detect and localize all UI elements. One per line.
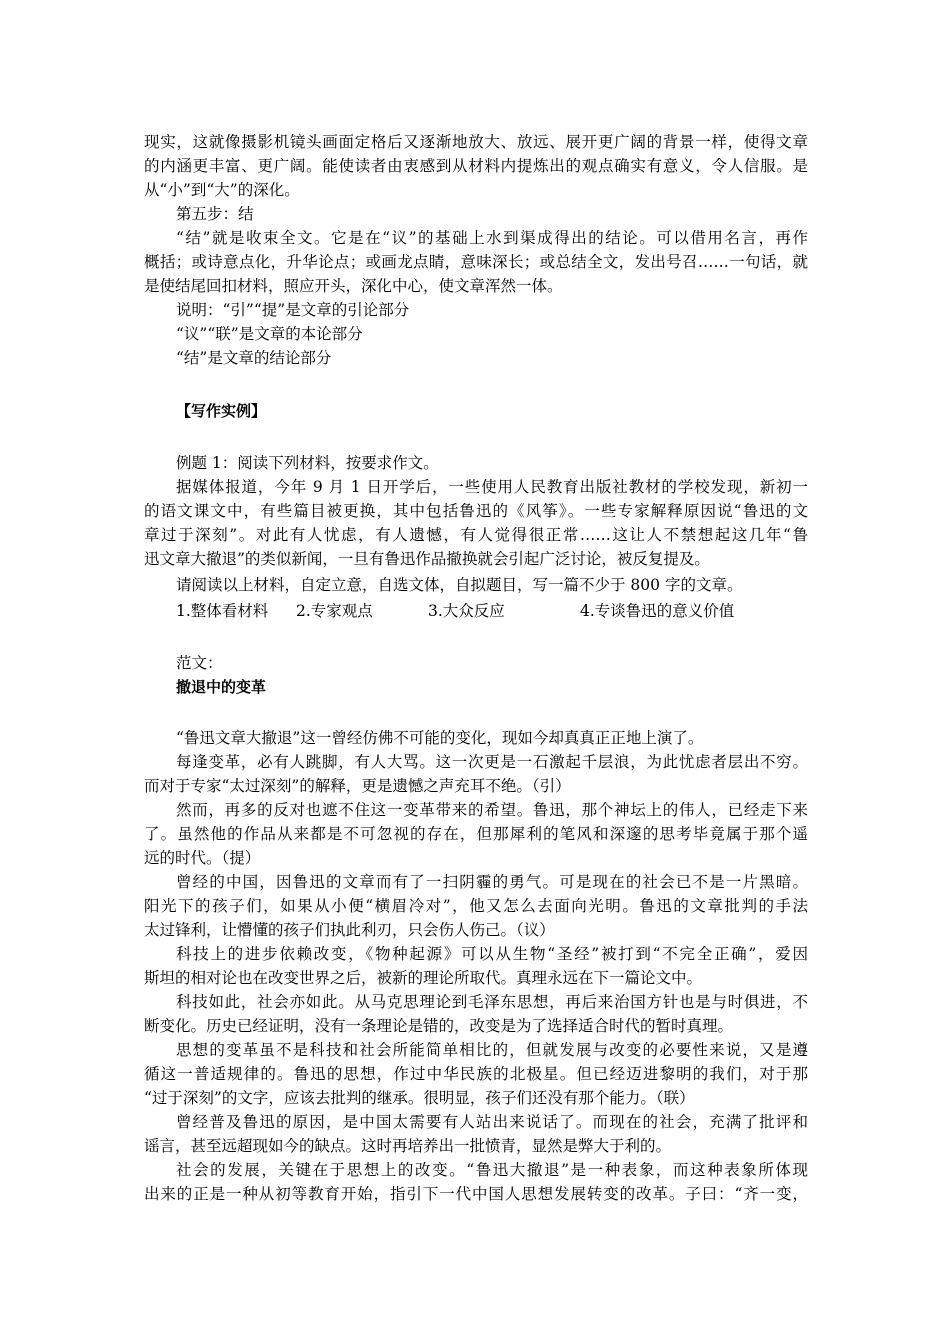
essay-title: 撤退中的变革 bbox=[176, 678, 267, 696]
essay-line: 曾经普及鲁迅的原因，是中国太需要有人站出来说话了。而现在的社会，充满了批评和 bbox=[176, 1113, 808, 1131]
essay-line: “鲁迅文章大撤退”这一曾经仿佛不可能的变化，现如今却真真正正地上演了。 bbox=[176, 729, 704, 747]
essay-line: 社会的发展，关键在于思想上的改变。“鲁迅大撤退”是一种表象，而这种表象所体现 bbox=[176, 1161, 808, 1179]
essay-line: 远的时代。（提） bbox=[144, 849, 261, 867]
note-line: “议”“联”是文章的本论部分 bbox=[176, 325, 363, 343]
text-line: 迅文章大撤退”的类似新闻，一旦有鲁迅作品撤换就会引起广泛讨论，被反复提及。 bbox=[144, 550, 710, 568]
essay-line: 谣言，甚至远超现如今的缺点。这时再培养出一批愤青，显然是弊大于利的。 bbox=[144, 1137, 672, 1155]
essay-line: 阳光下的孩子们，如果从小便“横眉冷对”，他又怎么去面向光明。鲁迅的文章批判的手法 bbox=[144, 897, 808, 915]
requirement: 请阅读以上材料，自定立意，自选文体，自拟题目，写一篇不少于 800 字的文章。 bbox=[176, 576, 743, 594]
essay-line: 然而，再多的反对也遮不住这一变革带来的希望。鲁迅，那个神坛上的伟人，已经走下来 bbox=[176, 801, 808, 819]
option-3: 3.大众反应 bbox=[428, 602, 505, 620]
essay-line: 科技如此，社会亦如此。从马克思理论到毛泽东思想，再后来治国方针也是与时俱进，不 bbox=[176, 993, 808, 1011]
step-heading: 第五步：结 bbox=[176, 205, 254, 223]
essay-line: 而对于专家“太过深刻”的解释，更是遗憾之声充耳不绝。（引） bbox=[144, 777, 571, 795]
essay-line: 了。虽然他的作品从来都是不可忽视的存在，但那犀利的笔风和深邃的思考毕竟属于那个遥 bbox=[144, 825, 808, 843]
text-line: 从“小”到“大”的深化。 bbox=[144, 181, 300, 199]
essay-line: 曾经的中国，因鲁迅的文章而有了一扫阴霾的勇气。可是现在的社会已不是一片黑暗。 bbox=[176, 873, 808, 891]
essay-line: 断变化。历史已经证明，没有一条理论是错的，改变是为了选择适合时代的暂时真理。 bbox=[144, 1017, 734, 1035]
essay-line: 斯坦的相对论也在改变世界之后，被新的理论所取代。真理永远在下一篇论文中。 bbox=[144, 969, 703, 987]
note-line: 说明：“引”“提”是文章的引论部分 bbox=[176, 301, 410, 319]
text-line: 据媒体报道，今年 9 月 1 日开学后，一些使用人民教育出版社教材的学校发现，新初一 bbox=[176, 478, 808, 496]
essay-line: 科技上的进步依赖改变，《物种起源》可以从生物“圣经”被打到“不完全正确”，爱因 bbox=[176, 945, 808, 963]
text-line: 的语文课文中，有些篇目被更换，其中包括鲁迅的《风筝》。一些专家解释原因说“鲁迅的文 bbox=[144, 502, 808, 520]
essay-line: “过于深刻”的文字，应该去批判的继承。很明显，孩子们还没有那个能力。（联） bbox=[144, 1089, 695, 1107]
essay-line: 每逢变革，必有人跳脚，有人大骂。这一次更是一石激起千层浪，为此忧虑者层出不穷。 bbox=[176, 753, 808, 771]
essay-label: 范文： bbox=[176, 654, 223, 672]
text-line: 现实，这就像摄影机镜头画面定格后又逐渐地放大、放远、展开更广阔的背景一样，使得文章 bbox=[144, 133, 808, 151]
option-2: 2.专家观点 bbox=[296, 602, 373, 620]
essay-line: 出来的正是一种从初等教育开始，指引下一代中国人思想发展转变的改革。子曰：“齐一变， bbox=[144, 1185, 808, 1203]
text-line: 章过于深刻”。对此有人忧虑，有人遗憾，有人觉得很正常……这让人不禁想起这几年“鲁 bbox=[144, 526, 808, 544]
note-line: “结”是文章的结论部分 bbox=[176, 349, 332, 367]
text-line: 的内涵更丰富、更广阔。能使读者由衷感到从材料内提炼出的观点确实有意义，令人信服。是 bbox=[144, 157, 808, 175]
option-4: 4.专谈鲁迅的意义价值 bbox=[580, 602, 735, 620]
essay-line: 思想的变革虽不是科技和社会所能简单相比的，但就发展与改变的必要性来说，又是遵 bbox=[176, 1041, 808, 1059]
text-line: “结”就是收束全文。它是在“议”的基础上水到渠成得出的结论。可以借用名言，再作 bbox=[176, 229, 808, 247]
text-line: 概括；或诗意点化，升华论点；或画龙点睛，意味深长；或总结全文，发出号召……一句话，就 bbox=[144, 253, 808, 271]
essay-line: 太过锋利，让懵懂的孩子们执此利刃，只会伤人伤己。（议） bbox=[144, 921, 555, 939]
text-line: 是使结尾回扣材料，照应开头，深化中心，使文章浑然一体。 bbox=[144, 277, 563, 295]
option-1: 1.整体看材料 bbox=[176, 602, 269, 620]
section-title: 【写作实例】 bbox=[176, 402, 267, 420]
essay-line: 循这一普适规律的。鲁迅的思想，作过中华民族的北极星。但已经迈进黎明的我们，对于那 bbox=[144, 1065, 808, 1083]
example-question: 例题 1：阅读下列材料，按要求作文。 bbox=[176, 454, 439, 472]
